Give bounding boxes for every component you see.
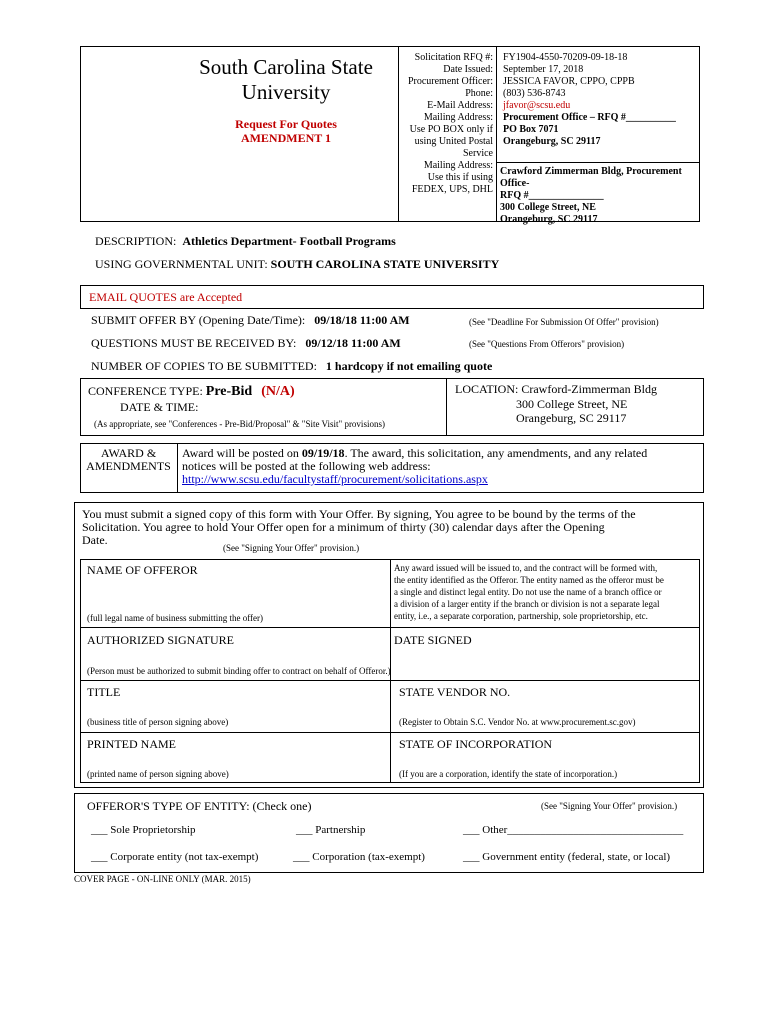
date-signed-label: DATE SIGNED xyxy=(394,633,472,647)
entity-corporation-tax-exempt[interactable]: ___ Corporation (tax-exempt) xyxy=(293,851,425,863)
submit-offer: SUBMIT OFFER BY (Opening Date/Time): 09/18/18 11:00 AM xyxy=(91,313,410,327)
title-hint: (business title of person signing above) xyxy=(87,717,229,727)
header-divider xyxy=(398,46,399,222)
award-text: Award will be posted on 09/19/18. The award, this solicitation, any amendments, and any related notices will be posted at the following web address: http://www.scsu.edu/facultystaff/procurement/solicitations.aspx xyxy=(182,447,702,486)
award-url-link[interactable]: http://www.scsu.edu/facultystaff/procurement/solicitations.aspx xyxy=(182,472,488,486)
entity-other[interactable]: ___ Other________________________________ xyxy=(463,824,684,836)
signing-text: You must submit a signed copy of this form with Your Offer. By signing, You agree to be bound by the terms of the Solicitation. You agree to hold Your Offer open for a minimum of thirty (30) calendar days after the Opening Date. xyxy=(82,507,636,547)
org-name: South Carolina State University xyxy=(199,55,373,104)
street-address: Crawford Zimmerman Bldg, Procurement Office- RFQ #_______________ 300 College Street, NE Orangeburg, SC 29117 xyxy=(500,166,682,225)
doc-type: Request For Quotes AMENDMENT 1 xyxy=(235,117,337,145)
header-labels: Solicitation RFQ #: Date Issued: Procurement Officer: Phone: E-Mail Address: Mailing Address: Use PO BOX only if using United Postal Service Mailing Address: Use this if using FEDEX, UPS, DHL xyxy=(407,52,493,195)
name-of-offeror-hint: (full legal name of business submitting the offer) xyxy=(87,613,264,623)
description: DESCRIPTION: Athletics Department- Football Programs xyxy=(95,234,396,248)
grid-row-3 xyxy=(80,732,700,733)
award-label: AWARD & AMENDMENTS xyxy=(86,446,171,473)
copies: NUMBER OF COPIES TO BE SUBMITTED: 1 hardcopy if not emailing quote xyxy=(91,359,493,373)
conference-divider xyxy=(446,378,447,436)
entity-partnership[interactable]: ___ Partnership xyxy=(296,824,366,836)
email-link[interactable]: jfavor@scsu.edu xyxy=(503,100,571,111)
award-entity-note: Any award issued will be issued to, and the contract will be formed with, the entity identified as the Offeror. The entity named as the offeror must be a single and distinct legal entity. Do not use the name of a branch office or a division of a larger entity if the branch or division is not a separate legal entity, i.e., a separate corporation, partnership, sole proprietorship, etc. xyxy=(394,563,664,621)
questions-deadline: QUESTIONS MUST BE RECEIVED BY: 09/12/18 11:00 AM xyxy=(91,336,401,350)
incorporation-hint: (If you are a corporation, identify the state of incorporation.) xyxy=(399,769,618,779)
solicitation-number: FY1904-4550-70209-09-18-18 xyxy=(503,52,628,63)
grid-row-1 xyxy=(80,627,700,628)
vendor-no-hint: (Register to Obtain S.C. Vendor No. at www.procurement.sc.gov) xyxy=(399,717,636,727)
submit-note: (See "Deadline For Submission Of Offer" provision) xyxy=(469,317,659,327)
signature-hint: (Person must be authorized to submit binding offer to contract on behalf of Offeror.) xyxy=(87,666,391,676)
footer: COVER PAGE - ON-LINE ONLY (MAR. 2015) xyxy=(74,874,251,884)
header-values: FY1904-4550-70209-09-18-18 September 17, 2018 JESSICA FAVOR, CPPO, CPPB (803) 536-8743 jfavor@scsu.edu Procurement Office – RFQ #__________ PO Box 7071 Orangeburg, SC 29117 xyxy=(503,52,698,148)
entity-corporate[interactable]: ___ Corporate entity (not tax-exempt) xyxy=(91,851,259,863)
date-issued: September 17, 2018 xyxy=(503,64,584,75)
award-divider xyxy=(177,443,178,493)
vendor-no-label: STATE VENDOR NO. xyxy=(399,685,511,699)
printed-name-hint: (printed name of person signing above) xyxy=(87,769,229,779)
title-label: TITLE xyxy=(87,685,121,699)
signing-note: (See "Signing Your Offer" provision.) xyxy=(223,543,360,553)
incorporation-label: STATE OF INCORPORATION xyxy=(399,737,553,751)
procurement-officer: JESSICA FAVOR, CPPO, CPPB xyxy=(503,76,635,87)
entity-government[interactable]: ___ Government entity (federal, state, or local) xyxy=(463,851,671,863)
email-quotes-text: EMAIL QUOTES are Accepted xyxy=(89,290,243,304)
authorized-signature-label: AUTHORIZED SIGNATURE xyxy=(87,633,234,647)
conference-datetime: DATE & TIME: xyxy=(120,400,199,414)
header-divider-2 xyxy=(496,46,497,222)
name-of-offeror-label: NAME OF OFFEROR xyxy=(87,563,198,577)
printed-name-label: PRINTED NAME xyxy=(87,737,176,751)
entity-sole-proprietorship[interactable]: ___ Sole Proprietorship xyxy=(91,824,196,836)
conference-type: CONFERENCE TYPE: Pre-Bid (N/A) xyxy=(88,384,295,399)
questions-note: (See "Questions From Offerors" provision) xyxy=(469,339,625,349)
conference-location: LOCATION: Crawford-Zimmerman Bldg xyxy=(455,382,657,396)
conference-note: (As appropriate, see "Conferences - Pre-Bid/Proposal" & "Site Visit" provisions) xyxy=(94,419,385,429)
header-row-line xyxy=(496,162,700,163)
entity-note: (See "Signing Your Offer" provision.) xyxy=(541,801,678,811)
governmental-unit: USING GOVERNMENTAL UNIT: SOUTH CAROLINA STATE UNIVERSITY xyxy=(95,257,500,271)
entity-label: OFFEROR'S TYPE OF ENTITY: (Check one) xyxy=(87,799,312,813)
conference-location-lines: 300 College Street, NE Orangeburg, SC 29117 xyxy=(516,397,628,425)
phone: (803) 536-8743 xyxy=(503,88,566,99)
